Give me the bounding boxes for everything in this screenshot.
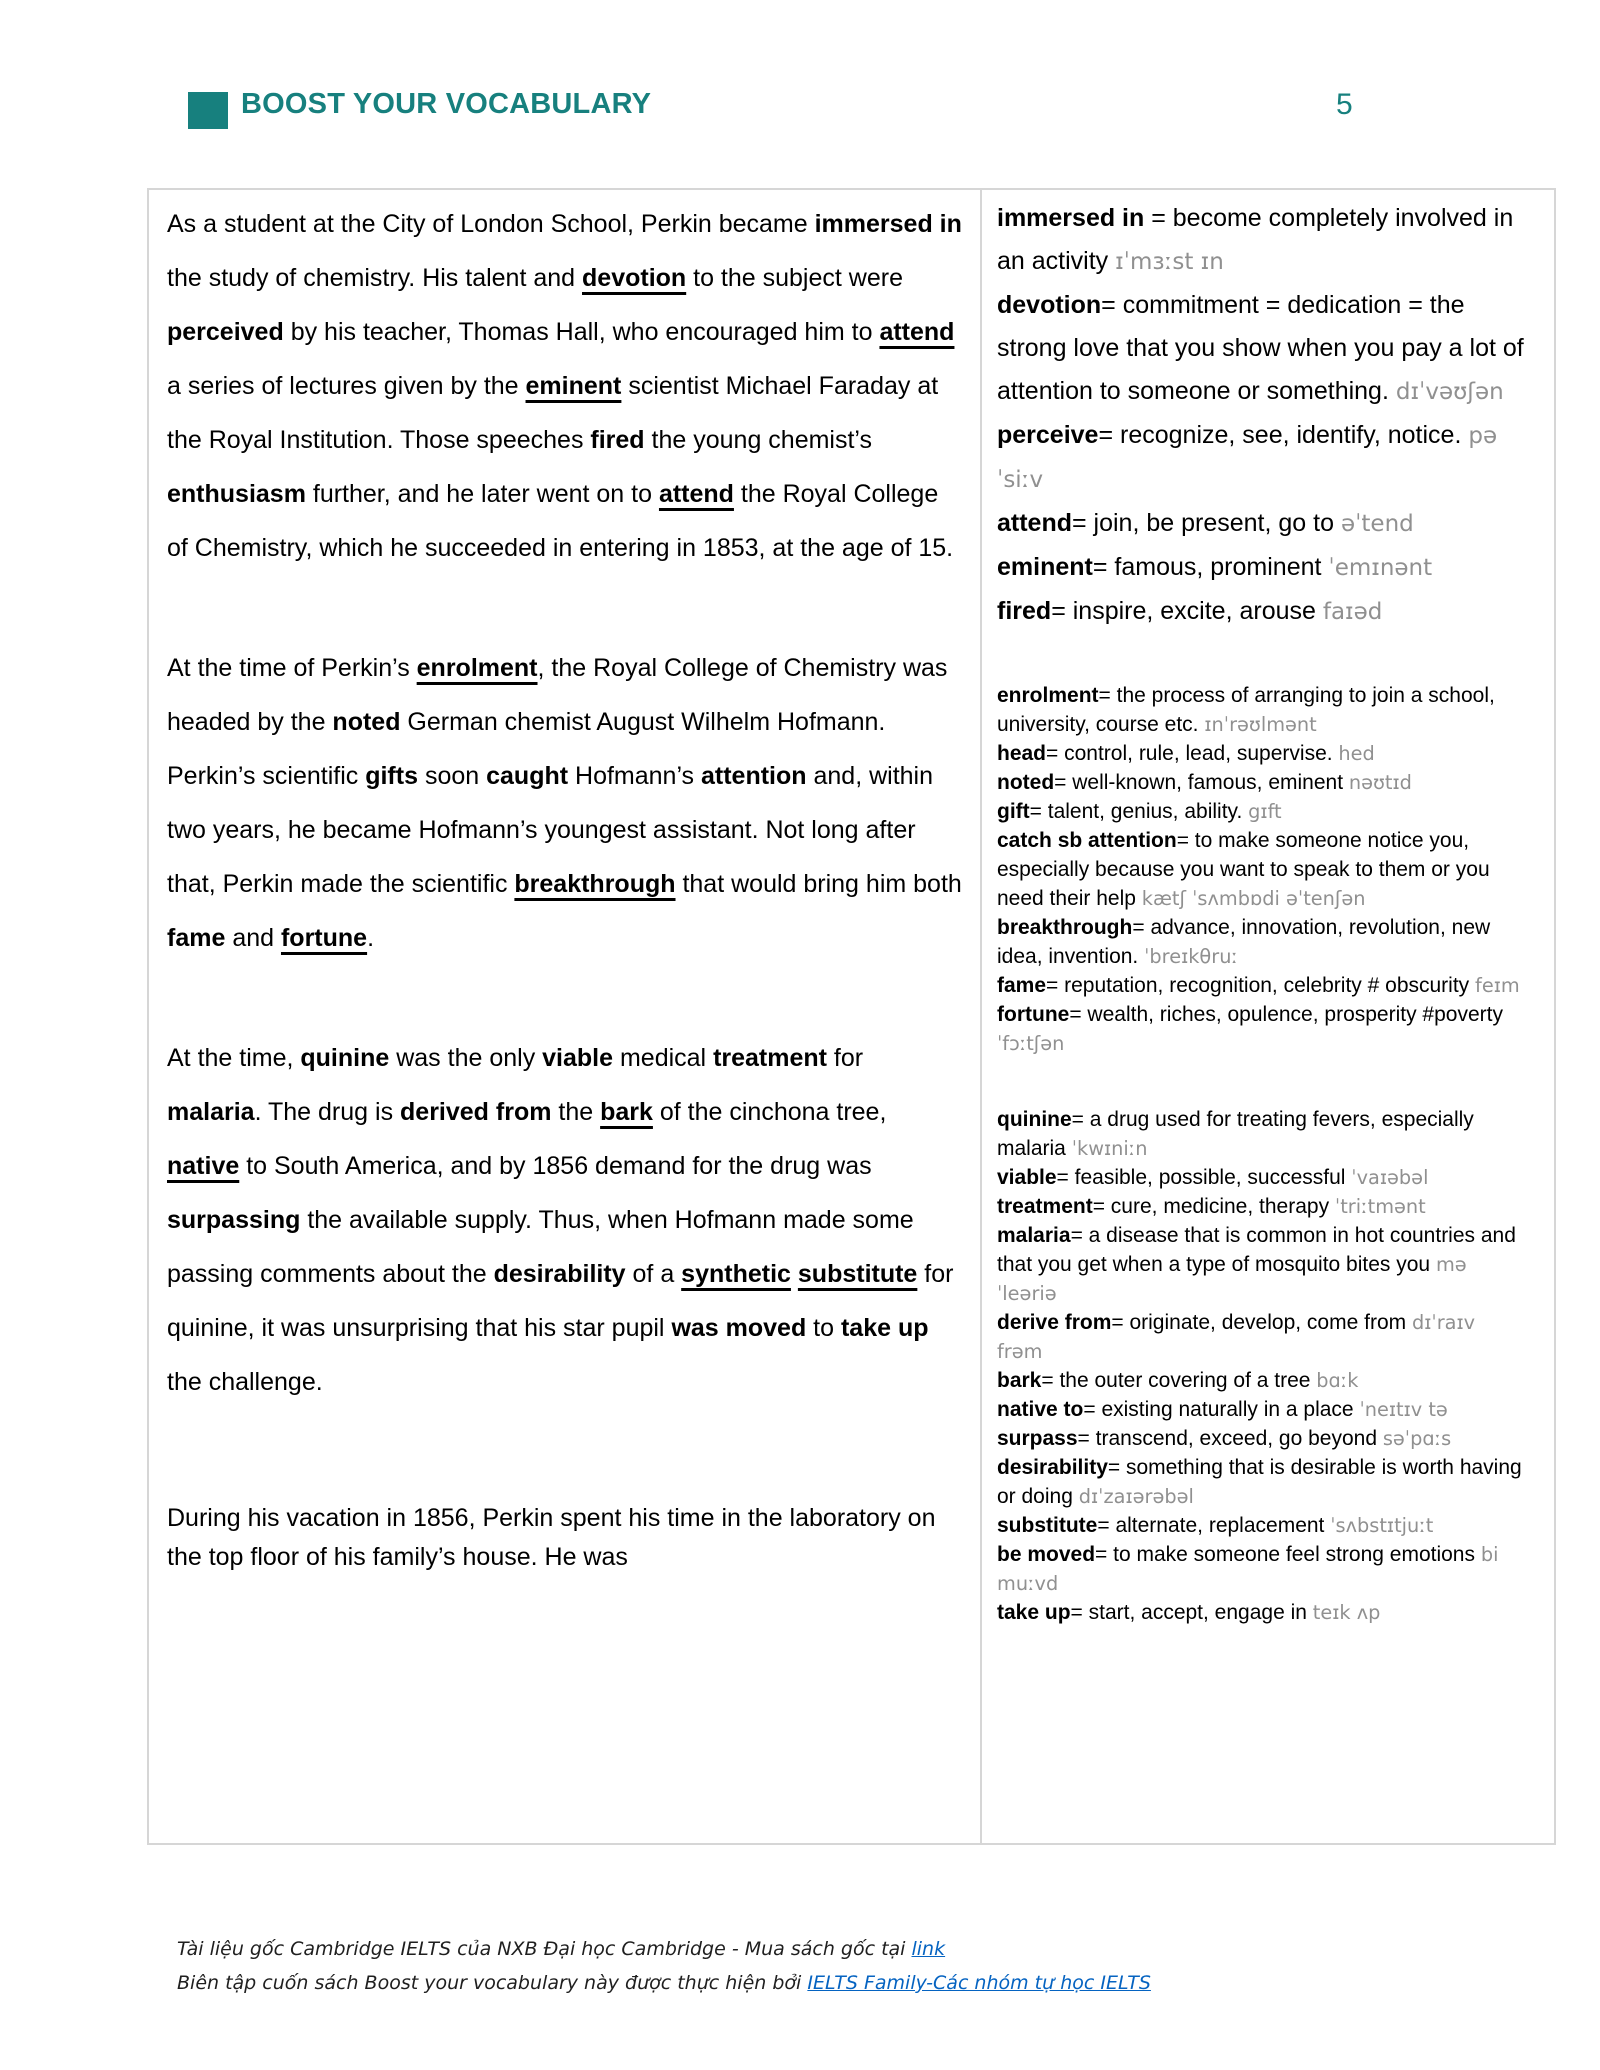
glossary-term: surpass	[997, 1427, 1078, 1450]
glossary-entry	[997, 414, 1526, 502]
passage-text: soon	[418, 762, 487, 790]
passage-paragraph	[167, 1475, 964, 1577]
glossary-entry	[997, 797, 1526, 826]
glossary-entry	[997, 1598, 1526, 1627]
glossary-term: attend	[997, 509, 1072, 537]
footer-text-source: Tài liệu gốc Cambridge IELTS của NXB Đại học Cambridge - Mua sách gốc tại	[177, 1938, 912, 1960]
glossary-term: immersed in	[997, 204, 1145, 232]
glossary-entry	[997, 1105, 1526, 1163]
glossary-definition: = commitment = dedication = the strong love that you show when you pay a lot of attention to someone or something.	[997, 291, 1524, 405]
passage-text: . The drug is	[254, 1098, 401, 1126]
passage-text: further, and he later went on to	[305, 480, 659, 508]
vocab-term-underlined: attend	[879, 318, 955, 346]
phonetic-transcription: məˈleəriə	[997, 1253, 1467, 1305]
glossary-entry	[997, 913, 1526, 971]
passage-text: of the cinchona tree,	[652, 1098, 887, 1126]
glossary-entry	[997, 1192, 1526, 1221]
glossary-term: fame	[997, 974, 1047, 997]
vocab-term-underlined: eminent	[525, 372, 622, 400]
passage-text: the Royal College of Chemistry, which he succeeded in entering in 1853, at the age of 15.	[167, 480, 954, 562]
glossary-term: noted	[997, 771, 1055, 794]
glossary-term: perceive	[997, 421, 1099, 449]
passage-text: and, within two years, he became Hofmann’s youngest assistant. Not long after that, Perkin made the scientific	[167, 762, 934, 898]
phonetic-transcription: ˈfɔːtʃən	[997, 1032, 1065, 1055]
phonetic-transcription: dɪˈzaɪərəbəl	[1078, 1485, 1194, 1508]
glossary-term: native to	[997, 1398, 1084, 1421]
vocab-term-underlined: synthetic	[681, 1260, 791, 1288]
phonetic-transcription: əˈtend	[1340, 511, 1414, 537]
glossary-entry	[997, 971, 1526, 1000]
passage-text: to South America, and by 1856 demand for the drug was	[239, 1152, 872, 1180]
footer-text-credit: Biên tập cuốn sách Boost your vocabulary này được thực hiện bởi	[177, 1972, 808, 1994]
glossary-definition: = a disease that is common in hot countries and that you get when a type of mosquito bites you	[997, 1224, 1516, 1276]
footer-link-ielts-family[interactable]: IELTS Family-Các nhóm tự học IELTS	[807, 1972, 1151, 1994]
glossary-term: eminent	[997, 553, 1093, 581]
phonetic-transcription: faɪəd	[1322, 599, 1383, 625]
glossary-term: gift	[997, 800, 1030, 823]
glossary-term: be moved	[997, 1543, 1096, 1566]
glossary-group	[997, 197, 1526, 634]
glossary-entry	[997, 768, 1526, 797]
passage-text: that would bring him both	[675, 870, 962, 898]
phonetic-transcription: ˈsʌbstɪtjuːt	[1330, 1514, 1434, 1537]
glossary-term: desirability	[997, 1456, 1108, 1479]
glossary-definition: = existing naturally in a place	[1083, 1398, 1360, 1421]
passage-text: At the time of Perkin’s	[167, 654, 417, 682]
phonetic-transcription: dɪˈraɪv frəm	[997, 1311, 1476, 1363]
vocab-term-underlined: bark	[600, 1098, 653, 1126]
phonetic-transcription: ˈvaɪəbəl	[1351, 1166, 1429, 1189]
vocab-term: noted	[332, 708, 401, 736]
vocab-term-underlined: enrolment	[416, 654, 538, 682]
vocab-term: perceived	[167, 318, 284, 346]
phonetic-transcription: kætʃ ˈsʌmbɒdi əˈtenʃən	[1141, 887, 1366, 910]
vocab-term: treatment	[713, 1044, 827, 1072]
passage-text: for quinine, it was unsurprising that his star pupil	[167, 1260, 954, 1342]
vocab-term: quinine	[300, 1044, 390, 1072]
passage-text: for	[826, 1044, 864, 1072]
phonetic-transcription: səˈpɑːs	[1382, 1427, 1452, 1450]
passage-text: and	[225, 924, 281, 952]
glossary-entry	[997, 1540, 1526, 1598]
vocab-term-underlined: fortune	[280, 924, 368, 952]
vocab-term: take up	[840, 1314, 929, 1342]
glossary-definition: = the process of arranging to join a school, university, course etc.	[997, 684, 1495, 736]
glossary-term: devotion	[997, 291, 1102, 319]
glossary-definition: = start, accept, engage in	[1070, 1601, 1313, 1624]
passage-text	[791, 1260, 798, 1288]
passage-text: , the Royal College of Chemistry was headed by the	[167, 654, 948, 736]
glossary-entry	[997, 1163, 1526, 1192]
page-title: BOOST YOUR VOCABULARY	[241, 88, 652, 120]
vocab-term: caught	[486, 762, 569, 790]
glossary-definition: = talent, genius, ability.	[1029, 800, 1249, 823]
passage-text: a series of lectures given by the	[167, 372, 526, 400]
glossary-definition: = feasible, possible, successful	[1056, 1166, 1352, 1189]
vocab-term: attention	[701, 762, 807, 790]
glossary-term: viable	[997, 1166, 1057, 1189]
glossary-term: fired	[997, 597, 1052, 625]
glossary-entry	[997, 502, 1526, 546]
glossary-entry	[997, 1221, 1526, 1308]
phonetic-transcription: pəˈsiːv	[997, 423, 1498, 493]
glossary-term: substitute	[997, 1514, 1098, 1537]
glossary-column	[982, 190, 1554, 1843]
glossary-term: treatment	[997, 1195, 1093, 1218]
passage-text: German chemist August Wilhelm Hofmann. Perkin’s scientific	[167, 708, 886, 790]
vocab-term-underlined: attend	[658, 480, 734, 508]
phonetic-transcription: hed	[1338, 742, 1375, 765]
glossary-group	[997, 1105, 1526, 1627]
vocab-term-underlined: native	[167, 1152, 240, 1180]
passage-text: of a	[625, 1260, 682, 1288]
passage-paragraph	[167, 641, 964, 965]
glossary-entry	[997, 1453, 1526, 1511]
glossary-term: quinine	[997, 1108, 1072, 1131]
phonetic-transcription: ˈkwɪniːn	[1071, 1137, 1148, 1160]
glossary-definition: = famous, prominent	[1092, 553, 1329, 581]
glossary-definition: = something that is desirable is worth having or doing	[997, 1456, 1522, 1508]
glossary-definition: = wealth, riches, opulence, prosperity #poverty	[1069, 1003, 1503, 1026]
phonetic-transcription: ˈneɪtɪv tə	[1359, 1398, 1448, 1421]
footer-line-2	[177, 1966, 1151, 2000]
page-number: 5	[1336, 88, 1353, 121]
passage-column	[149, 190, 982, 1843]
passage-text: medical	[613, 1044, 714, 1072]
glossary-definition: = recognize, see, identify, notice.	[1098, 421, 1469, 449]
glossary-definition: = advance, innovation, revolution, new idea, invention.	[997, 916, 1491, 968]
phonetic-transcription: ɪnˈrəʊlmənt	[1204, 713, 1317, 736]
vocab-term: enthusiasm	[167, 480, 306, 508]
glossary-term: malaria	[997, 1224, 1071, 1247]
glossary-definition: = become completely involved in an activity	[997, 204, 1514, 275]
glossary-entry	[997, 1366, 1526, 1395]
phonetic-transcription: ˈemɪnənt	[1328, 555, 1433, 581]
glossary-definition: = join, be present, go to	[1072, 509, 1341, 537]
passage-text: Hofmann’s	[568, 762, 701, 790]
vocab-term: derived from	[400, 1098, 552, 1126]
phonetic-transcription: dɪˈvəʊʃən	[1395, 379, 1504, 405]
glossary-term: derive from	[997, 1311, 1112, 1334]
glossary-term: breakthrough	[997, 916, 1133, 939]
glossary-definition: = cure, medicine, therapy	[1092, 1195, 1335, 1218]
glossary-definition: = a drug used for treating fevers, especially malaria	[997, 1108, 1474, 1160]
passage-text: the available supply. Thus, when Hofmann made some passing comments about the	[167, 1206, 914, 1288]
header-accent-square	[188, 92, 228, 129]
glossary-definition: = to make someone notice you, especially because you want to speak to them or you need their help	[997, 829, 1490, 910]
vocab-term: viable	[542, 1044, 614, 1072]
glossary-definition: = control, rule, lead, supervise.	[1046, 742, 1339, 765]
glossary-definition: = the outer covering of a tree	[1041, 1369, 1317, 1392]
vocab-term: immersed in	[814, 210, 962, 238]
vocab-term: gifts	[365, 762, 418, 790]
passage-text: by his teacher, Thomas Hall, who encouraged him to	[283, 318, 880, 346]
glossary-definition: = alternate, replacement	[1097, 1514, 1331, 1537]
vocab-term: fame	[167, 924, 226, 952]
passage-text: to	[806, 1314, 841, 1342]
vocab-term: surpassing	[167, 1206, 301, 1234]
glossary-definition: = to make someone feel strong emotions	[1095, 1543, 1481, 1566]
phonetic-transcription: bi muːvd	[997, 1543, 1499, 1595]
vocab-term-underlined: substitute	[797, 1260, 918, 1288]
glossary-entry	[997, 1308, 1526, 1366]
glossary-term: catch sb attention	[997, 829, 1177, 852]
glossary-term: take up	[997, 1601, 1071, 1624]
glossary-entry	[997, 197, 1526, 284]
passage-text: the study of chemistry. His talent and	[167, 264, 583, 292]
passage-text: was the only	[389, 1044, 543, 1072]
glossary-entry	[997, 546, 1526, 590]
passage-text: .	[367, 924, 375, 952]
phonetic-transcription: teɪk ʌp	[1312, 1601, 1381, 1624]
footer-link-buy-book[interactable]: link	[911, 1938, 946, 1960]
glossary-entry	[997, 1511, 1526, 1540]
vocab-term: was moved	[671, 1314, 807, 1342]
footer-line-1	[177, 1932, 1151, 1966]
page-footer	[177, 1932, 1151, 2000]
passage-text: At the time,	[167, 1044, 301, 1072]
passage-text: the challenge.	[167, 1368, 323, 1396]
phonetic-transcription: ɪˈmɜːst ɪn	[1115, 249, 1224, 275]
glossary-term: bark	[997, 1369, 1042, 1392]
glossary-definition: = reputation, recognition, celebrity # obscurity	[1046, 974, 1476, 997]
passage-paragraph	[167, 1031, 964, 1409]
glossary-entry	[997, 1395, 1526, 1424]
passage-text: During his vacation in 1856, Perkin spent his time in the laboratory on the top floor of his family’s house. He was	[167, 1504, 936, 1571]
glossary-entry	[997, 590, 1526, 634]
glossary-entry	[997, 1000, 1526, 1058]
vocab-term: desirability	[493, 1260, 626, 1288]
passage-text: the	[551, 1098, 601, 1126]
passage-text: scientist Michael Faraday at the Royal Institution. Those speeches	[167, 372, 939, 454]
vocab-term-underlined: breakthrough	[514, 870, 676, 898]
vocabulary-table	[147, 188, 1556, 1845]
phonetic-transcription: gɪft	[1248, 800, 1282, 823]
glossary-entry	[997, 1424, 1526, 1453]
passage-text: the young chemist’s	[644, 426, 873, 454]
phonetic-transcription: bɑːk	[1316, 1369, 1359, 1392]
glossary-group	[997, 681, 1526, 1058]
glossary-definition: = well-known, famous, eminent	[1054, 771, 1349, 794]
vocab-term: fired	[590, 426, 645, 454]
phonetic-transcription: ˈbreɪkθruː	[1144, 945, 1238, 968]
glossary-term: fortune	[997, 1003, 1070, 1026]
glossary-entry	[997, 681, 1526, 739]
phonetic-transcription: ˈtriːtmənt	[1334, 1195, 1426, 1218]
glossary-term: enrolment	[997, 684, 1099, 707]
glossary-entry	[997, 739, 1526, 768]
glossary-term: head	[997, 742, 1047, 765]
vocab-term-underlined: devotion	[582, 264, 687, 292]
glossary-definition: = transcend, exceed, go beyond	[1077, 1427, 1383, 1450]
glossary-definition: = originate, develop, come from	[1111, 1311, 1412, 1334]
glossary-entry	[997, 826, 1526, 913]
passage-text: As a student at the City of London School, Perkin became	[167, 210, 815, 238]
vocab-term: malaria	[167, 1098, 255, 1126]
glossary-definition: = inspire, excite, arouse	[1051, 597, 1323, 625]
phonetic-transcription: nəʊtɪd	[1348, 771, 1412, 794]
passage-paragraph	[167, 197, 964, 575]
phonetic-transcription: feɪm	[1475, 974, 1520, 997]
passage-text: to the subject were	[686, 264, 903, 292]
glossary-entry	[997, 284, 1526, 414]
